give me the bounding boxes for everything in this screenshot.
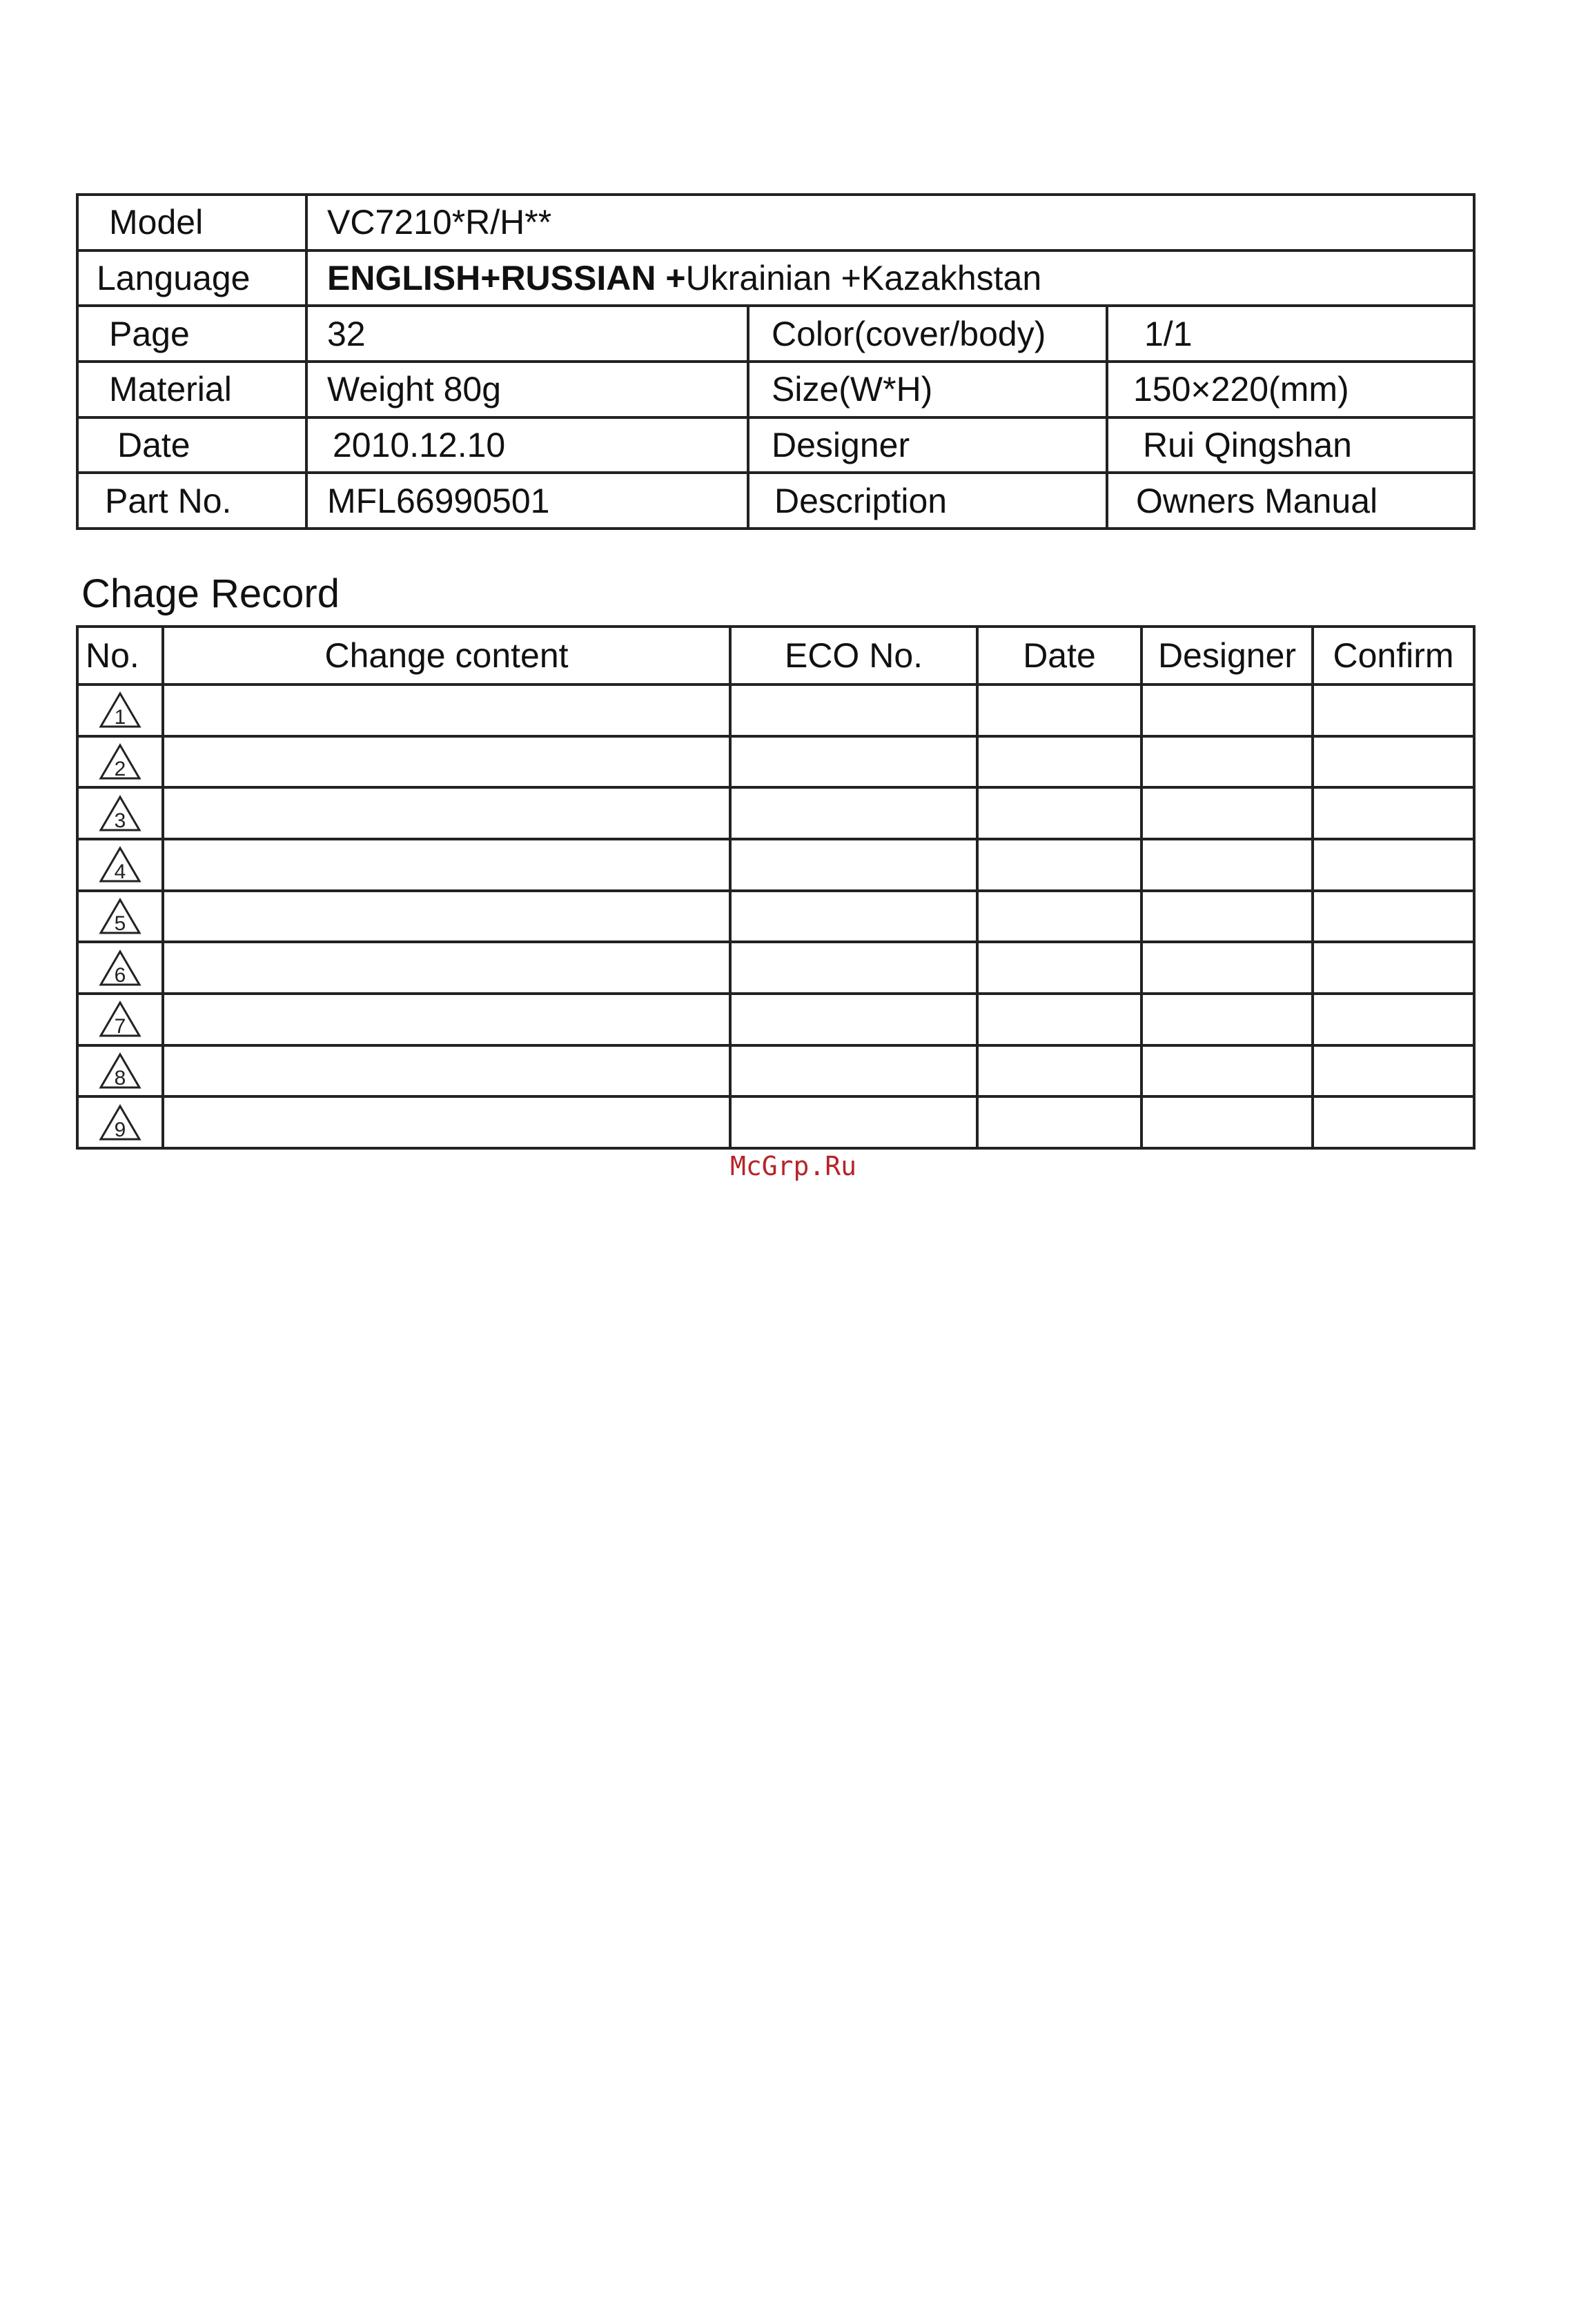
revision-number: 6 (114, 963, 126, 987)
change-content-cell (163, 736, 730, 788)
designer-cell (1141, 736, 1313, 788)
revision-triangle-icon (98, 1000, 142, 1038)
language-value-rest: Ukrainian +Kazakhstan (685, 258, 1042, 297)
eco-no-cell (730, 839, 977, 891)
change-content-cell (163, 1096, 730, 1148)
revision-number-cell (77, 942, 163, 994)
description-value: Owners Manual (1107, 473, 1474, 529)
description-label: Description (748, 473, 1107, 529)
date-cell (977, 685, 1141, 736)
change-content-cell (163, 891, 730, 943)
designer-cell (1141, 839, 1313, 891)
change-record-table (76, 625, 1476, 1150)
material-value: Weight 80g (306, 362, 748, 417)
date-label: Date (77, 417, 306, 473)
designer-value: Rui Qingshan (1107, 417, 1474, 473)
revision-number-cell (77, 736, 163, 788)
eco-no-cell (730, 942, 977, 994)
revision-triangle-icon (98, 845, 142, 884)
date-cell (977, 787, 1141, 839)
change-record-row (77, 1096, 1474, 1148)
designer-cell (1141, 994, 1313, 1045)
designer-label: Designer (748, 417, 1107, 473)
change-content-cell (163, 685, 730, 736)
designer-header: Designer (1141, 627, 1313, 685)
designer-cell (1141, 685, 1313, 736)
date-cell (977, 736, 1141, 788)
language-label: Language (77, 250, 306, 306)
date-cell (977, 942, 1141, 994)
watermark: McGrp.Ru (730, 1151, 857, 1181)
revision-number: 1 (114, 706, 126, 729)
revision-number: 2 (114, 757, 126, 780)
revision-number: 5 (114, 912, 126, 935)
eco-no-cell (730, 736, 977, 788)
model-value: VC7210*R/H** (306, 195, 1474, 250)
eco-no-cell (730, 891, 977, 943)
confirm-cell (1313, 787, 1474, 839)
date-value: 2010.12.10 (306, 417, 748, 473)
change-record-header-row (77, 627, 1474, 685)
language-value-bold: ENGLISH+RUSSIAN + (327, 258, 686, 297)
revision-number: 3 (114, 809, 126, 832)
change-content-header: Change content (163, 627, 730, 685)
revision-number-cell (77, 685, 163, 736)
size-label: Size(W*H) (748, 362, 1107, 417)
language-value (306, 250, 1474, 306)
revision-triangle-icon (98, 949, 142, 987)
revision-number: 4 (114, 860, 126, 884)
revision-number-cell (77, 1096, 163, 1148)
page-value: 32 (306, 306, 748, 362)
eco-no-cell (730, 787, 977, 839)
date-cell (977, 891, 1141, 943)
size-value: 150×220(mm) (1107, 362, 1474, 417)
revision-number-cell (77, 994, 163, 1045)
confirm-cell (1313, 736, 1474, 788)
revision-number-cell (77, 891, 163, 943)
revision-number: 7 (114, 1015, 126, 1038)
spec-row-language (77, 250, 1474, 306)
designer-cell (1141, 1045, 1313, 1097)
revision-triangle-icon (98, 1052, 142, 1090)
spec-row-material (77, 362, 1474, 417)
change-content-cell (163, 839, 730, 891)
change-record-row (77, 994, 1474, 1045)
revision-triangle-icon (98, 897, 142, 936)
date-cell (977, 1096, 1141, 1148)
revision-triangle-icon (98, 1103, 142, 1142)
change-record-row (77, 891, 1474, 943)
eco-no-cell (730, 1045, 977, 1097)
revision-triangle-icon (98, 691, 142, 729)
designer-cell (1141, 1096, 1313, 1148)
date-cell (977, 839, 1141, 891)
model-label: Model (77, 195, 306, 250)
designer-cell (1141, 891, 1313, 943)
eco-no-cell (730, 685, 977, 736)
designer-cell (1141, 942, 1313, 994)
spec-row-model (77, 195, 1474, 250)
color-value: 1/1 (1107, 306, 1474, 362)
revision-number: 9 (114, 1118, 126, 1141)
confirm-cell (1313, 942, 1474, 994)
spec-row-date (77, 417, 1474, 473)
designer-cell (1141, 787, 1313, 839)
no-header: No. (77, 627, 163, 685)
eco-no-cell (730, 1096, 977, 1148)
revision-triangle-icon (98, 742, 142, 781)
date-header: Date (977, 627, 1141, 685)
color-label: Color(cover/body) (748, 306, 1107, 362)
part-label: Part No. (77, 473, 306, 529)
change-content-cell (163, 994, 730, 1045)
date-cell (977, 1045, 1141, 1097)
revision-number-cell (77, 839, 163, 891)
date-cell (977, 994, 1141, 1045)
material-label: Material (77, 362, 306, 417)
change-record-body (77, 685, 1474, 1148)
eco-no-header: ECO No. (730, 627, 977, 685)
confirm-cell (1313, 1045, 1474, 1097)
part-value: MFL66990501 (306, 473, 748, 529)
eco-no-cell (730, 994, 977, 1045)
change-record-row (77, 685, 1474, 736)
spec-row-part (77, 473, 1474, 529)
page-label: Page (77, 306, 306, 362)
confirm-cell (1313, 685, 1474, 736)
confirm-cell (1313, 1096, 1474, 1148)
revision-triangle-icon (98, 794, 142, 833)
change-record-row (77, 839, 1474, 891)
spec-row-page (77, 306, 1474, 362)
confirm-header: Confirm (1313, 627, 1474, 685)
change-record-row (77, 787, 1474, 839)
change-record-title: Chage Record (81, 571, 340, 616)
change-record-row (77, 1045, 1474, 1097)
confirm-cell (1313, 891, 1474, 943)
change-content-cell (163, 942, 730, 994)
revision-number: 8 (114, 1066, 126, 1090)
confirm-cell (1313, 994, 1474, 1045)
change-record-row (77, 942, 1474, 994)
revision-number-cell (77, 1045, 163, 1097)
change-content-cell (163, 1045, 730, 1097)
confirm-cell (1313, 839, 1474, 891)
change-content-cell (163, 787, 730, 839)
revision-number-cell (77, 787, 163, 839)
spec-table (76, 193, 1476, 530)
change-record-row (77, 736, 1474, 788)
